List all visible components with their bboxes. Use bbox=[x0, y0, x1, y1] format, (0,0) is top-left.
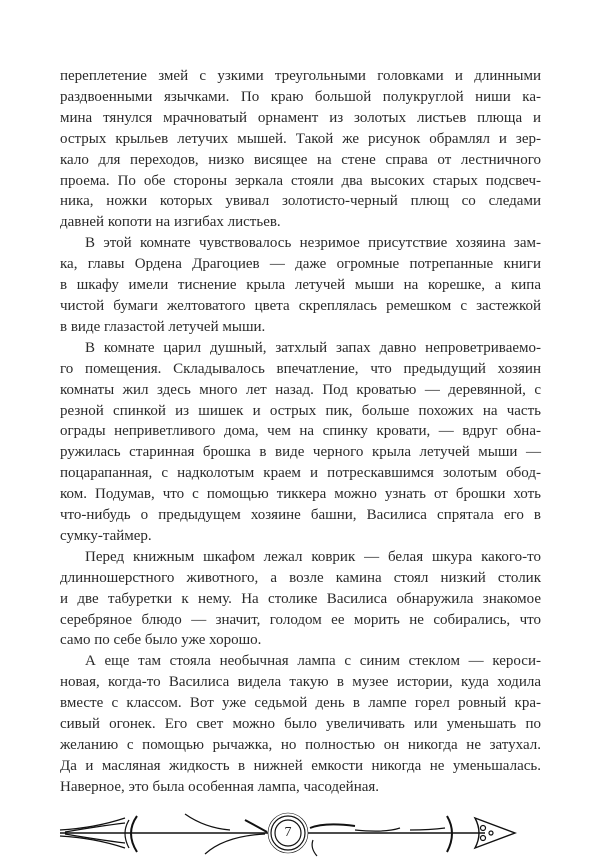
text-line: давней копоти на изгибах листьев. bbox=[60, 214, 281, 231]
text-line: и две табуретки к нему. На столике Василиса обнаружила знакомое bbox=[60, 590, 541, 607]
text-line: чистой бумаги желтоватого цвета скреплялась ремешком с застежкой bbox=[60, 297, 541, 314]
text-line: Перед книжным шкафом лежал коврик — белая шкура какого-то bbox=[85, 548, 541, 565]
text-line: вместе с классом. Вот уже седьмой день в лампе горел ровный кра- bbox=[60, 695, 541, 712]
text-line: ком. Подумав, что с помощью тиккера можно узнать от брошки хоть bbox=[60, 486, 541, 503]
text-line: проема. По обе стороны зеркала стояли два высоких старых подсвеч- bbox=[60, 172, 541, 189]
text-line: новая, когда-то Василиса видела такую в музее истории, куда ходила bbox=[60, 674, 541, 691]
text-line: Да и масляная жидкость в нижней емкости никогда не уменьшалась. bbox=[60, 757, 541, 774]
text-line: длинношерстного животного, а возле камина стоял низкий столик bbox=[60, 569, 541, 586]
text-line: в шкафу имели тиснение крыла летучей мыши на корешке, а кипа bbox=[60, 277, 541, 294]
text-line: го помещения. Складывалось впечатление, что предыдущий хозяин bbox=[60, 360, 541, 377]
text-line: Наверное, это была особенная лампа, часодейная. bbox=[60, 778, 380, 795]
text-line: желанию с помощью рычажка, но полностью он никогда не затухал. bbox=[60, 737, 541, 753]
text-line: поцарапанная, с надколотым краем и потрескавшимся золотым обод- bbox=[60, 465, 541, 482]
text-line: А еще там стояла необычная лампа с синим стеклом — кероси- bbox=[85, 653, 541, 670]
text-line: в виде глазастой летучей мыши. bbox=[60, 318, 266, 335]
text-line: сивый огонек. Его свет можно было увеличивать или уменьшать по bbox=[60, 716, 541, 733]
text-line: острых крыльев летучих мышей. Такой же рисунок обрамлял и зер- bbox=[60, 130, 541, 147]
text-line: мина тянулся мрачноватый орнамент из золотых листьев плюща и bbox=[60, 109, 541, 126]
text-line: ограды неприветливого дома, чем на спинку кровати, — вдруг обна- bbox=[60, 423, 541, 440]
text-line: комнаты жил здесь много лет назад. Под кроватью — деревянной, с bbox=[60, 381, 541, 398]
text-line: раздвоенными язычками. По краю большой полукруглой ниши ка- bbox=[60, 88, 541, 105]
text-line: ружилась старинная брошка в виде черного крыла летучей мыши — bbox=[60, 444, 541, 461]
text-line: серебряное блюдо — значит, голодом ее морить не собирались, что bbox=[60, 611, 541, 628]
page-footer bbox=[55, 806, 525, 860]
text-line: что-нибудь о предыдущем хозяине башни, Василиса спрятала его в bbox=[60, 507, 541, 524]
text-line: В этой комнате чувствовалось незримое присутствие хозяина зам- bbox=[85, 235, 541, 252]
text-line: резной спинкой из шишек и острых пик, больше похожих на часть bbox=[60, 402, 541, 419]
text-line: кало для переходов, низко висящее на стене справа от лестничного bbox=[60, 151, 541, 168]
text-line: переплетение змей с узкими треугольными головками и длинными bbox=[60, 68, 541, 84]
text-line: сумку-таймер. bbox=[60, 527, 152, 544]
text-line: ка, главы Ордена Драгоциев — даже огромные потрепанные книги bbox=[60, 256, 541, 273]
body-text bbox=[60, 66, 541, 798]
text-line: ника, ножки которых увивал золотисто-черный плющ со следами bbox=[60, 193, 541, 210]
text-line: В комнате царил душный, затхлый запах давно непроветриваемо- bbox=[85, 339, 541, 356]
text-line: само по себе было уже хорошо. bbox=[60, 632, 262, 649]
page-number: 7 bbox=[284, 824, 292, 840]
